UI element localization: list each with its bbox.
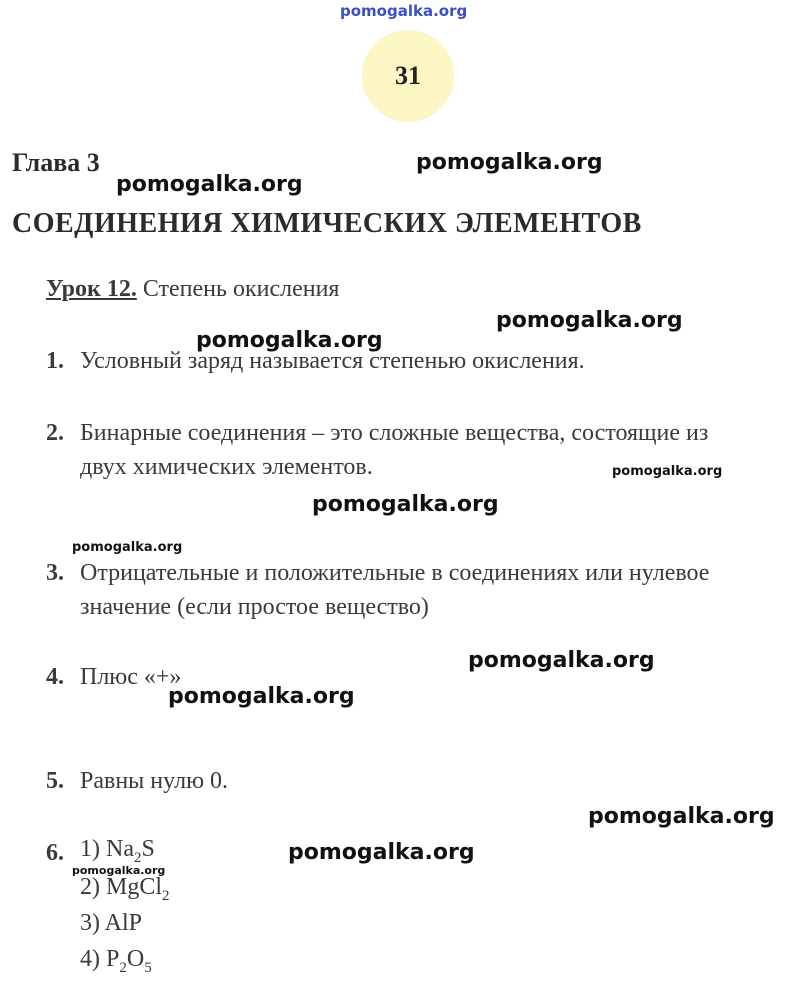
section-title: СОЕДИНЕНИЯ ХИМИЧЕСКИХ ЭЛЕМЕНТОВ — [12, 208, 642, 239]
formula-part: MgCl — [106, 874, 163, 900]
watermark: pomogalka.org — [312, 492, 499, 517]
lesson-name: Степень окисления — [142, 276, 340, 302]
item-text: Отрицательные и положительные в соединениях или нулевое — [80, 560, 710, 586]
item-text: Плюс «+» — [80, 664, 182, 690]
chapter-heading: Глава 3 — [12, 148, 100, 177]
item-number: 5. — [46, 768, 64, 794]
formula-subscript: 2 — [162, 887, 170, 904]
formula-subscript: 2 — [119, 959, 127, 976]
watermark: pomogalka.org — [196, 328, 383, 353]
formula-prefix: 4) — [80, 946, 106, 972]
formula-prefix: 1) — [80, 836, 106, 862]
item-number: 6. — [46, 840, 64, 866]
formula-prefix: 3) — [80, 910, 105, 936]
watermark: pomogalka.org — [468, 648, 655, 673]
watermark: pomogalka.org — [168, 684, 355, 709]
watermark: pomogalka.org — [612, 464, 723, 479]
watermark: pomogalka.org — [288, 840, 475, 865]
item-number: 4. — [46, 664, 64, 690]
formula-part: O — [126, 946, 145, 972]
lesson-label: Урок 12. — [46, 276, 137, 302]
formula-subscript: 2 — [133, 849, 142, 866]
item-text: двух химических элементов. — [80, 454, 373, 480]
formula-part: S — [141, 836, 155, 862]
item-number: 3. — [46, 560, 64, 586]
watermark: pomogalka.org — [588, 804, 775, 829]
watermark-top: pomogalka.org — [340, 2, 468, 20]
item-text: Бинарные соединения – это сложные вещества, состоящие из — [80, 420, 709, 446]
watermark: pomogalka.org — [496, 308, 683, 333]
watermark: pomogalka.org — [72, 540, 183, 555]
watermark: pomogalka.org — [416, 150, 603, 175]
formula-line — [80, 836, 155, 867]
formula-line — [80, 946, 152, 977]
formula-line — [80, 910, 142, 937]
item-text: Равны нулю 0. — [80, 768, 228, 794]
item-text: Условный заряд называется степенью окисления. — [80, 348, 585, 374]
lesson-heading — [46, 276, 339, 303]
formula-part: AlP — [104, 910, 143, 936]
formula-prefix: 2) — [80, 874, 106, 900]
page-number: 31 — [362, 30, 454, 122]
watermark: pomogalka.org — [116, 172, 303, 197]
watermark: pomogalka.org — [72, 864, 166, 877]
item-number: 1. — [46, 348, 64, 374]
item-number: 2. — [46, 420, 64, 446]
formula-part: Na — [106, 836, 134, 862]
formula-part: P — [106, 946, 120, 972]
formula-subscript: 5 — [144, 959, 152, 976]
item-text: значение (если простое вещество) — [80, 594, 429, 620]
formula-line — [80, 874, 170, 905]
